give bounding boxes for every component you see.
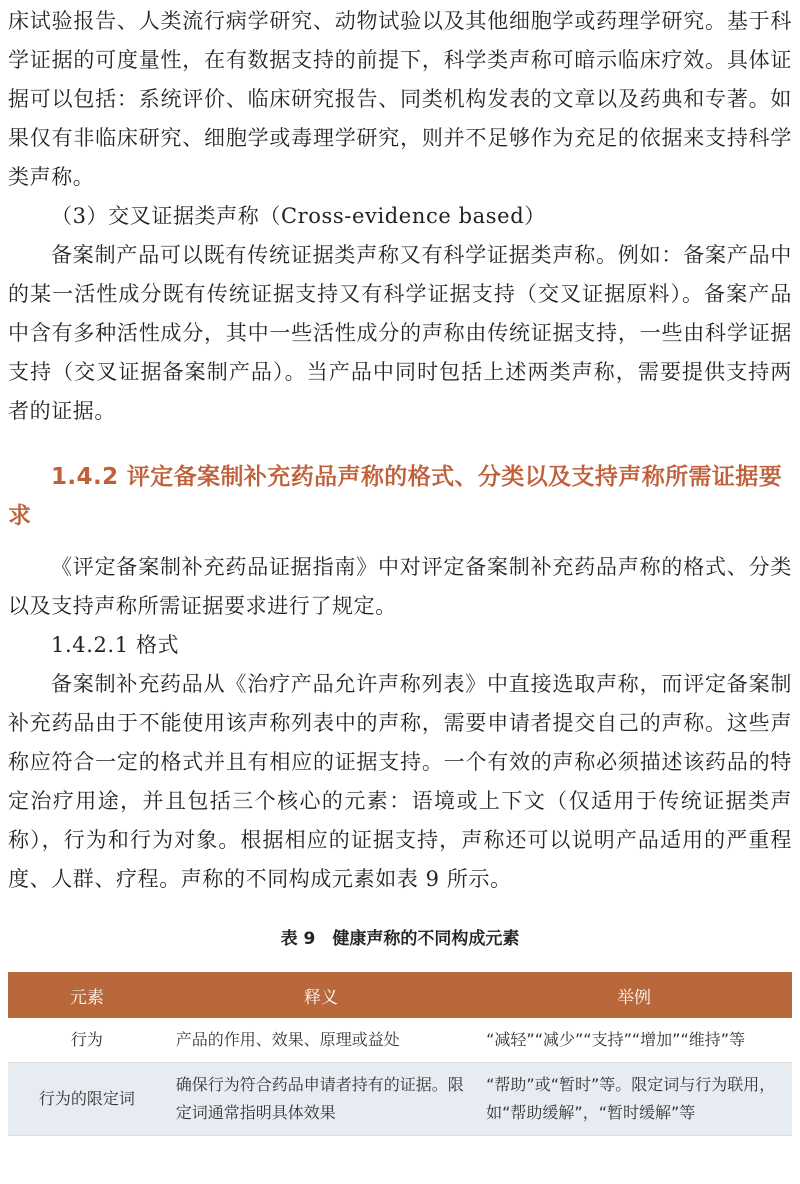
column-header-example: 举例 (476, 972, 792, 1018)
paragraph-scientific-evidence: 床试验报告、人类流行病学研究、动物试验以及其他细胞学或药理学研究。基于科学证据的可度量性，在有数据支持的前提下，科学类声称可暗示临床疗效。具体证据可以包括：系统评价、临床研究报告、同类机构发表的文章以及药典和专著。如果仅有非临床研究、细胞学或毒理学研究，则并不足够作为充足的依据来支持科学类声称。 (8, 9, 792, 189)
claims-elements-table (8, 972, 792, 1136)
paragraph-cross-evidence: 备案制产品可以既有传统证据类声称又有科学证据类声称。例如：备案产品中的某一活性成分既有传统证据支持又有科学证据支持（交叉证据原料）。备案产品中含有多种活性成分，其中一些活性成分的声称由传统证据支持，一些由科学证据支持（交叉证据备案制产品）。当产品中同时包括上述两类声称，需要提供支持两者的证据。 (8, 243, 792, 423)
cell-meaning: 确保行为符合药品申请者持有的证据。限定词通常指明具体效果 (166, 1063, 476, 1136)
cell-element: 行为的限定词 (8, 1063, 166, 1136)
cell-example: “减轻”“减少”“支持”“增加”“维持”等 (476, 1018, 792, 1063)
section-heading-1-4-2: 1.4.2 评定备案制补充药品声称的格式、分类以及支持声称所需证据要求 (8, 464, 783, 529)
subheading-cross-evidence: （3）交叉证据类声称（Cross-evidence based） (51, 204, 546, 228)
cell-meaning: 产品的作用、效果、原理或益处 (166, 1018, 476, 1063)
column-header-element: 元素 (8, 972, 166, 1018)
subheading-format: 1.4.2.1 格式 (51, 633, 180, 657)
table-row (8, 1063, 792, 1136)
cell-element: 行为 (8, 1018, 166, 1063)
table-caption: 表 9 健康声称的不同构成元素 (280, 929, 520, 949)
column-header-meaning: 释义 (166, 972, 476, 1018)
paragraph-guideline-intro: 《评定备案制补充药品证据指南》中对评定备案制补充药品声称的格式、分类以及支持声称所需证据要求进行了规定。 (8, 555, 792, 618)
paragraph-format: 备案制补充药品从《治疗产品允许声称列表》中直接选取声称，而评定备案制补充药品由于不能使用该声称列表中的声称，需要申请者提交自己的声称。这些声称应符合一定的格式并且有相应的证据支持。一个有效的声称必须描述该药品的特定治疗用途，并且包括三个核心的元素：语境或上下文（仅适用于传统证据类声称），行为和行为对象。根据相应的证据支持，声称还可以说明产品适用的严重程度、人群、疗程。声称的不同构成元素如表 9 所示。 (8, 672, 792, 891)
table-row (8, 1018, 792, 1063)
table-header-row (8, 972, 792, 1018)
cell-example: “帮助”或“暂时”等。限定词与行为联用，如“帮助缓解”，“暂时缓解”等 (476, 1063, 792, 1136)
